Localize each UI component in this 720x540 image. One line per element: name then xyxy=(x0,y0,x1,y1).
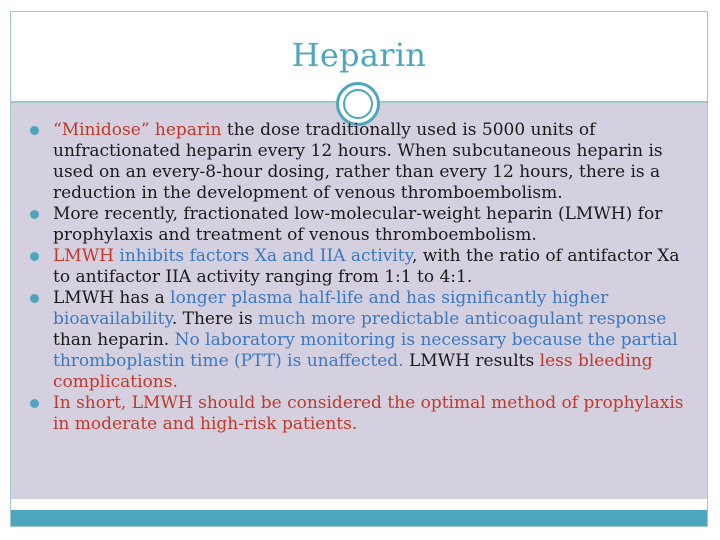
bullet-dot-icon xyxy=(30,399,39,408)
bullet-item xyxy=(30,246,700,288)
bullet-item xyxy=(30,120,700,204)
bullet-dot-icon xyxy=(30,294,39,303)
bullet-text-segment: LMWH results xyxy=(403,351,540,371)
bullet-dot-icon xyxy=(30,252,39,261)
bullet-text-segment: More recently, fractionated low-molecular-weight heparin (LMWH) for prophylaxis and treatment of venous thromboembolism. xyxy=(53,204,663,245)
bullet-dot-icon xyxy=(30,210,39,219)
bullet-dot-icon xyxy=(30,126,39,135)
bullet-text-segment: No laboratory monitoring is necessary because the partial thromboplastin time (PTT) is unaffected. xyxy=(53,330,678,371)
bullet-text-segment: the dose traditionally used is 5000 units of unfractionated heparin every 12 hours. When subcutaneous heparin is used on an every-8-hour dosing, rather than every 12 hours, there is a reduction in the development of venous thromboembolism. xyxy=(53,120,663,203)
bullet-text-segment: longer plasma half-life and has significantly higher bioavailability xyxy=(53,288,609,329)
bullet-text-segment: “Minidose” heparin xyxy=(53,120,222,140)
bullet-item xyxy=(30,393,700,435)
bullet-text-segment: LMWH xyxy=(53,246,114,266)
bullet-text-segment: LMWH has a xyxy=(53,288,171,308)
bullet-item xyxy=(30,204,700,246)
bullet-item xyxy=(30,288,700,393)
bullet-text-segment: less bleeding complications. xyxy=(53,351,653,392)
footer-bar xyxy=(11,510,707,526)
bullet-text-segment: inhibits factors Xa and IIA activity xyxy=(114,246,412,266)
bullet-text-segment: In short, LMWH should be considered the optimal method of prophylaxis in moderate and high-risk patients. xyxy=(53,393,684,434)
bullet-text-segment: . There is xyxy=(171,309,259,329)
bullet-text-segment: much more predictable anticoagulant response xyxy=(258,309,667,329)
bullet-text-segment: than heparin. xyxy=(53,330,175,350)
bullet-list xyxy=(30,120,700,435)
bullet-text-segment: , with the ratio of antifactor Xa to antifactor IIA activity ranging from 1:1 to 4:1. xyxy=(53,246,680,287)
slide-title: Heparin xyxy=(291,36,427,74)
